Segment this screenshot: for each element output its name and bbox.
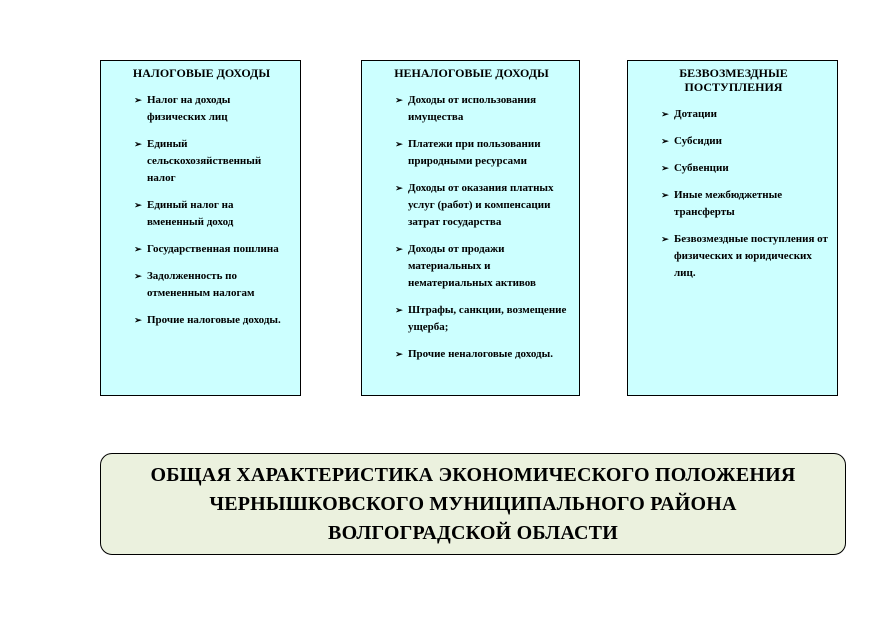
arrow-bullet-icon: ➢ [395, 139, 403, 149]
grants-list [638, 106, 829, 282]
non-tax-revenue-box [361, 60, 580, 396]
list-item: ➢ Государственная пошлина [129, 241, 292, 258]
arrow-bullet-icon: ➢ [395, 305, 403, 315]
arrow-bullet-icon: ➢ [134, 271, 142, 281]
arrow-bullet-icon: ➢ [395, 349, 403, 359]
list-item: ➢ Дотации [656, 106, 829, 123]
arrow-bullet-icon: ➢ [661, 163, 669, 173]
tax-revenue-box [100, 60, 301, 396]
arrow-bullet-icon: ➢ [661, 109, 669, 119]
title-banner [100, 453, 846, 555]
arrow-bullet-icon: ➢ [134, 200, 142, 210]
arrow-bullet-icon: ➢ [661, 136, 669, 146]
arrow-bullet-icon: ➢ [134, 139, 142, 149]
list-item: ➢ Задолженность по отмененным налогам [129, 268, 292, 302]
arrow-bullet-icon: ➢ [395, 95, 403, 105]
list-item: ➢ Доходы от продажи материальных и нематериальных активов [390, 241, 571, 292]
banner-title-line-2: ЧЕРНЫШКОВСКОГО МУНИЦИПАЛЬНОГО РАЙОНА [209, 492, 737, 515]
arrow-bullet-icon: ➢ [395, 183, 403, 193]
grants-title: БЕЗВОЗМЕЗДНЫЕ ПОСТУПЛЕНИЯ [679, 66, 788, 94]
tax-revenue-list [111, 92, 292, 329]
arrow-bullet-icon: ➢ [134, 244, 142, 254]
list-item: ➢ Налог на доходы физических лиц [129, 92, 292, 126]
list-item: ➢ Доходы от оказания платных услуг (работ) и компенсации затрат государства [390, 180, 571, 231]
banner-title-line-1: ОБЩАЯ ХАРАКТЕРИСТИКА ЭКОНОМИЧЕСКОГО ПОЛОЖЕНИЯ [150, 463, 796, 486]
banner-title-line-3: ВОЛГОГРАДСКОЙ ОБЛАСТИ [328, 521, 618, 544]
non-tax-revenue-list [372, 92, 571, 363]
arrow-bullet-icon: ➢ [395, 244, 403, 254]
list-item: ➢ Прочие неналоговые доходы. [390, 346, 571, 363]
arrow-bullet-icon: ➢ [661, 190, 669, 200]
arrow-bullet-icon: ➢ [134, 315, 142, 325]
arrow-bullet-icon: ➢ [134, 95, 142, 105]
arrow-bullet-icon: ➢ [661, 234, 669, 244]
list-item: ➢ Иные межбюджетные трансферты [656, 187, 829, 221]
list-item: ➢ Безвозмездные поступления от физических и юридических лиц. [656, 231, 829, 282]
list-item: ➢ Субсидии [656, 133, 829, 150]
list-item: ➢ Единый налог на вмененный доход [129, 197, 292, 231]
list-item: ➢ Платежи при пользовании природными ресурсами [390, 136, 571, 170]
list-item: ➢ Доходы от использования имущества [390, 92, 571, 126]
tax-revenue-title: НАЛОГОВЫЕ ДОХОДЫ [132, 66, 271, 80]
grants-box [627, 60, 838, 396]
list-item: ➢ Штрафы, санкции, возмещение ущерба; [390, 302, 571, 336]
non-tax-revenue-title: НЕНАЛОГОВЫЕ ДОХОДЫ [394, 66, 549, 80]
list-item: ➢ Субвенции [656, 160, 829, 177]
list-item: ➢ Единый сельскохозяйственный налог [129, 136, 292, 187]
list-item: ➢ Прочие налоговые доходы. [129, 312, 292, 329]
